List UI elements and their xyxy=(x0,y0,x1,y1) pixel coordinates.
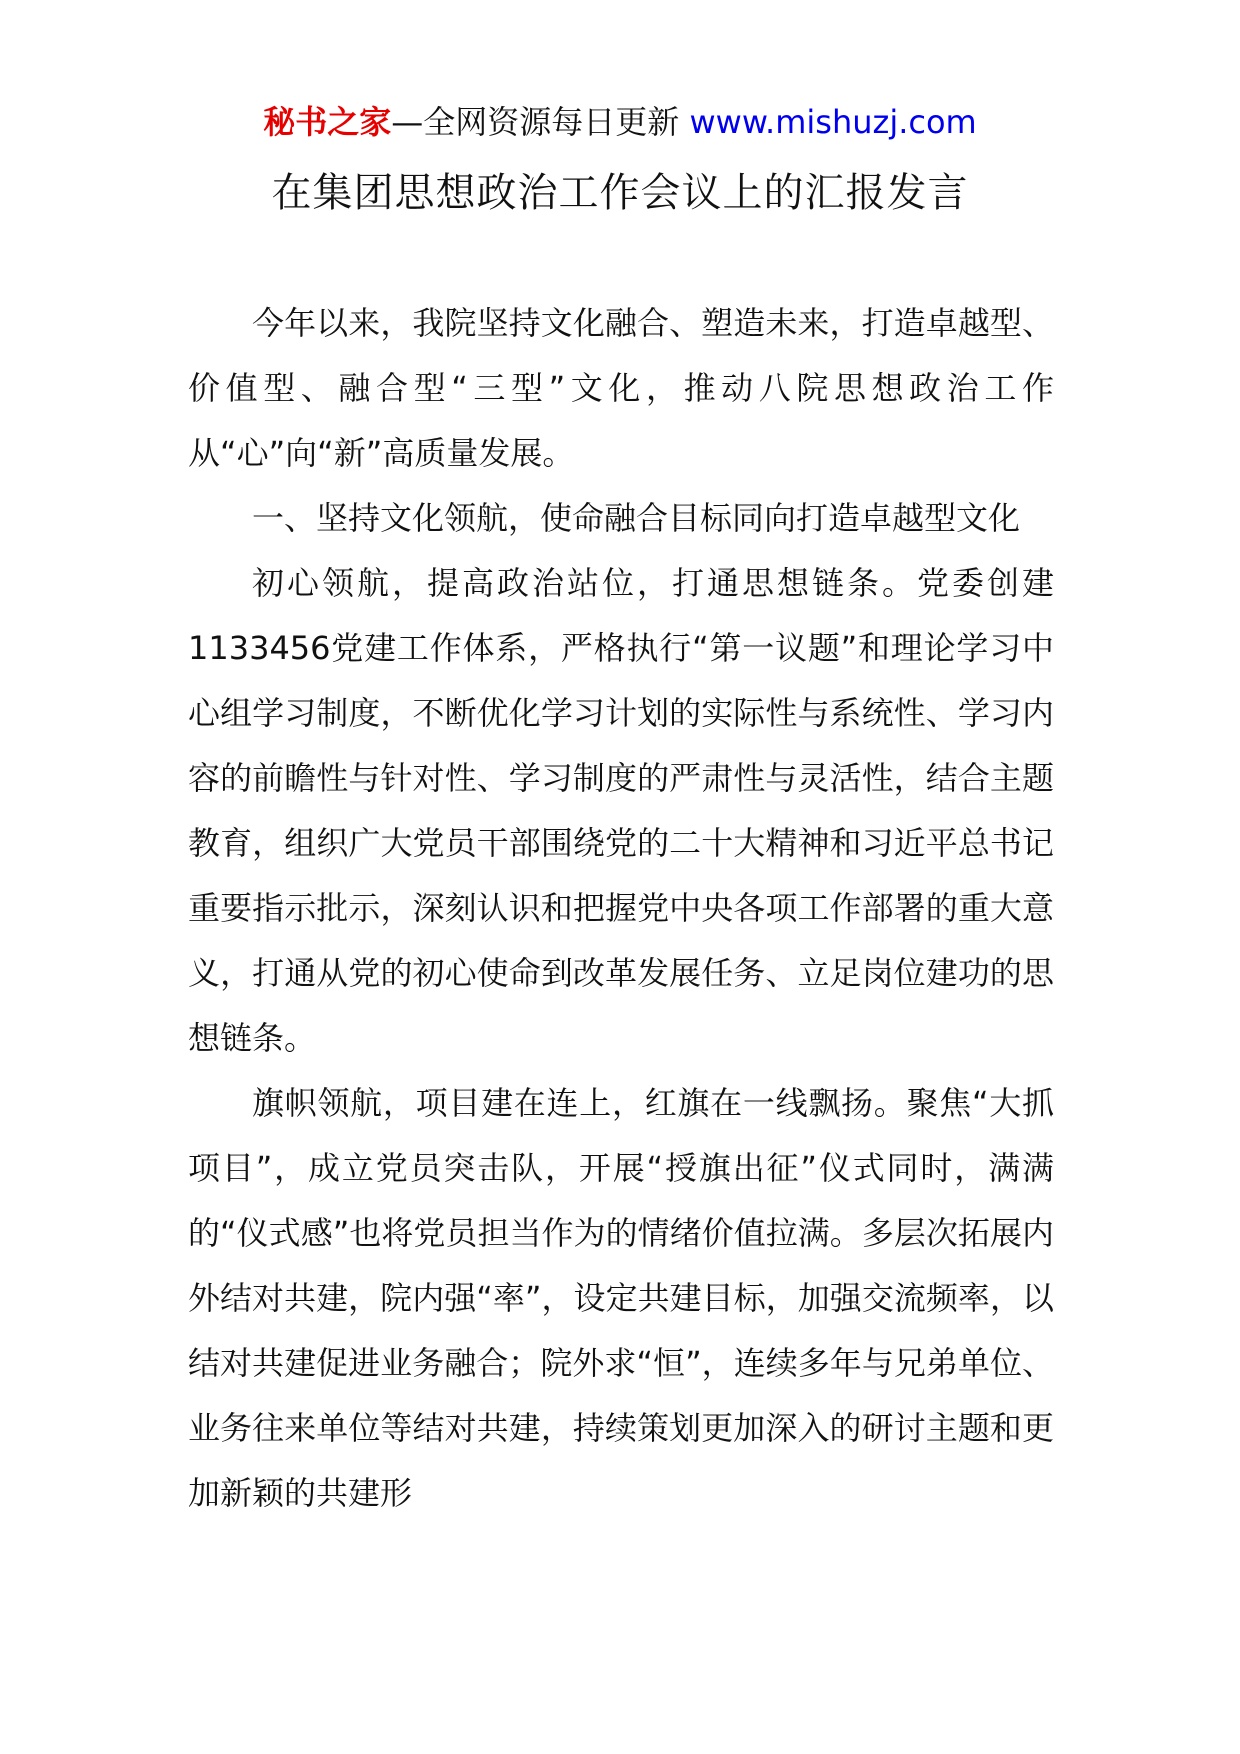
site-header xyxy=(0,100,1240,144)
section-heading: 一、坚持文化领航，使命融合目标同向打造卓越型文化 xyxy=(252,499,1021,537)
site-url-link[interactable]: www.mishuzj.com xyxy=(689,103,977,141)
site-tagline: —全网资源每日更新 xyxy=(391,103,690,141)
intro-paragraph: 今年以来，我院坚持文化融合、塑造未来，打造卓越型、价值型、融合型“三型”文化，推动八院思想政治工作从“心”向“新”高质量发展。 xyxy=(188,304,1054,472)
body-paragraph: 初心领航，提高政治站位，打通思想链条。党委创建1133456党建工作体系，严格执行“第一议题”和理论学习中心组学习制度，不断优化学习计划的实际性与系统性、学习内容的前瞻性与针对性、学习制度的严肃性与灵活性，结合主题教育，组织广大党员干部围绕党的二十大精神和习近平总书记重要指示批示，深刻认识和把握党中央各项工作部署的重大意义，打通从党的初心使命到改革发展任务、立足岗位建功的思想链条。 xyxy=(188,564,1054,1057)
body-paragraph: 旗帜领航，项目建在连上，红旗在一线飘扬。聚焦“大抓项目”，成立党员突击队，开展“授旗出征”仪式同时，满满的“仪式感”也将党员担当作为的情绪价值拉满。多层次拓展内外结对共建，院内强“率”，设定共建目标，加强交流频率，以结对共建促进业务融合；院外求“恒”，连续多年与兄弟单位、业务往来单位等结对共建，持续策划更加深入的研讨主题和更加新颖的共建形 xyxy=(188,1084,1054,1512)
document-body xyxy=(188,291,1054,1526)
site-brand: 秘书之家 xyxy=(263,103,392,141)
document-title: 在集团思想政治工作会议上的汇报发言 xyxy=(271,170,969,216)
